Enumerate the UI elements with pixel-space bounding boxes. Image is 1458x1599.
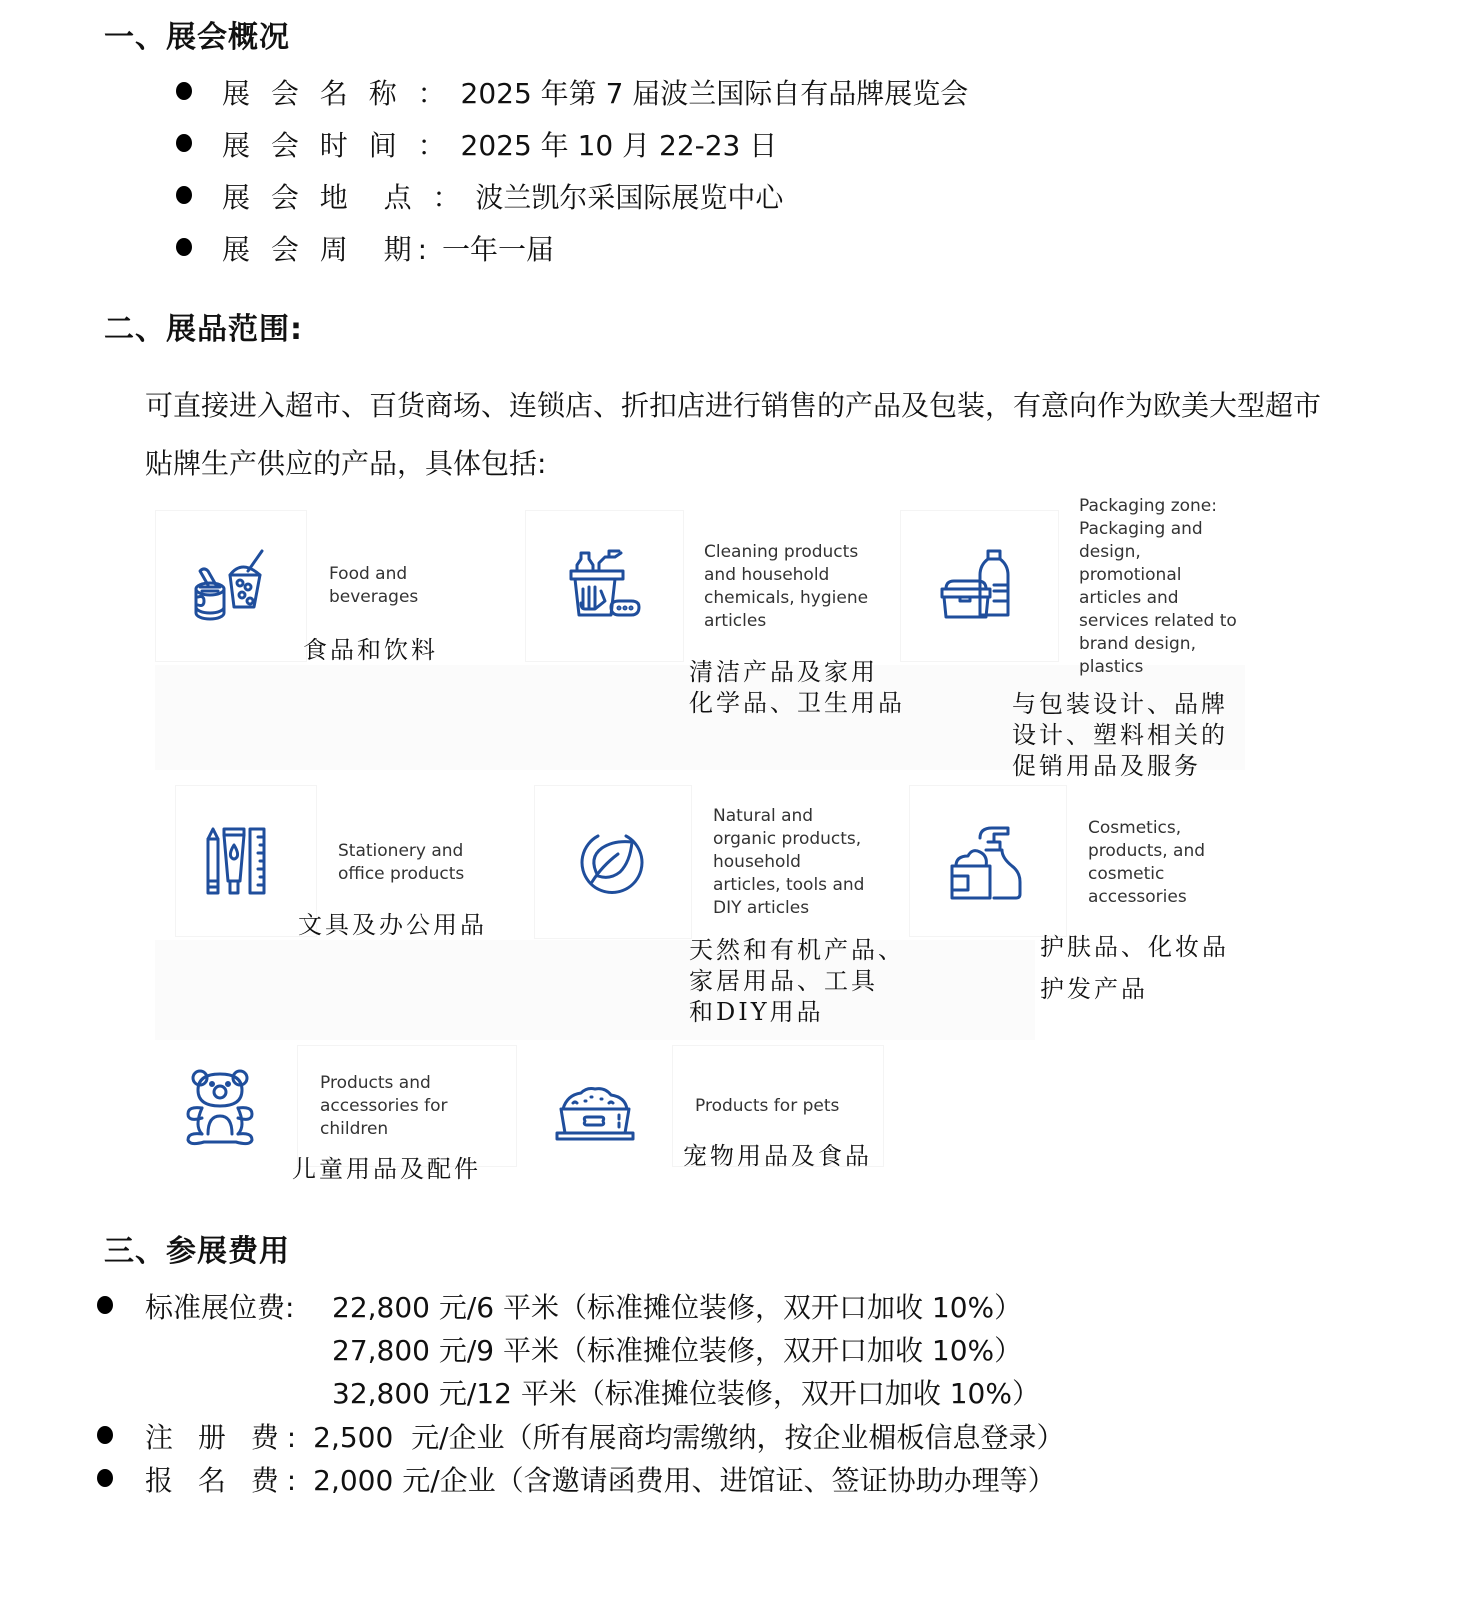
category-cn-line: 天然和有机产品、 xyxy=(689,936,905,964)
category-cn-label xyxy=(298,910,487,941)
registration-fee xyxy=(145,1416,1065,1456)
booth-fee-12sqm: 32,800 元/12 平米（标准摊位装修，双开口加收 10%） xyxy=(332,1377,1040,1410)
category-cn-line: 清洁产品及家用 xyxy=(689,658,878,686)
category-cn-label xyxy=(292,1154,481,1185)
overview-item-venue xyxy=(222,176,783,216)
food-beverage-icon xyxy=(190,545,270,625)
overview-item-time xyxy=(222,124,777,164)
bullet-icon xyxy=(176,238,192,256)
overview-item-cycle xyxy=(222,228,554,268)
teddy-bear-icon xyxy=(182,1068,258,1146)
category-cn-line: 化学品、卫生用品 xyxy=(689,689,905,717)
bullet-icon xyxy=(176,134,192,152)
cleaning-products-icon xyxy=(565,545,645,625)
category-en-label: Natural and organic products, household articles, tools and DIY articles xyxy=(713,806,865,918)
overview-label: 展 会 时 间 ： xyxy=(222,129,452,162)
signup-fee xyxy=(145,1459,1056,1499)
booth-fee-9sqm: 27,800 元/9 平米（标准摊位装修，双开口加收 10%） xyxy=(332,1334,1023,1367)
category-cn-line: 促销用品及服务 xyxy=(1012,752,1201,780)
exhibits-intro-line-1: 可直接进入超市、百货商场、连锁店、折扣店进行销售的产品及包装，有意向作为欧美大型超市 xyxy=(145,389,1322,422)
category-cn-label xyxy=(1012,689,1228,782)
exhibits-intro-line-2: 贴牌生产供应的产品，具体包括: xyxy=(145,447,547,480)
overview-item-name xyxy=(222,72,968,112)
cosmetics-icon xyxy=(946,822,1026,902)
category-cn-line: 儿童用品及配件 xyxy=(292,1155,481,1183)
category-cn-label xyxy=(689,935,905,1028)
overview-value: 波兰凯尔采国际展览中心 xyxy=(475,181,784,214)
category-cn-line: 护肤品、化妆品 xyxy=(1040,933,1229,961)
signup-fee-label: 报 名 费: xyxy=(145,1464,305,1497)
category-cn-line: 家居用品、工具 xyxy=(689,967,878,995)
overview-label: 展 会 地 点 ： xyxy=(222,181,467,214)
category-cn-line: 与包装设计、品牌 xyxy=(1012,690,1228,718)
category-en-label: Packaging zone: Packaging and design, promotional articles and services related to brand design, plastics xyxy=(1079,496,1237,677)
bullet-icon xyxy=(97,1426,113,1444)
category-en-label: Cleaning products and household chemicals, hygiene articles xyxy=(704,542,869,631)
category-cn-label xyxy=(683,1141,872,1172)
stationery-icon xyxy=(200,825,270,900)
category-cn-label xyxy=(303,635,438,666)
pet-bowl-icon xyxy=(553,1085,637,1145)
packaging-icon xyxy=(938,545,1018,625)
bullet-icon xyxy=(176,82,192,100)
overview-value: 2025 年 10 月 22-23 日 xyxy=(460,129,778,162)
overview-value: 一年一届 xyxy=(441,233,554,266)
category-cn-label xyxy=(1040,926,1229,1010)
category-cn-line: 护发产品 xyxy=(1040,975,1148,1003)
category-cn-line: 和DIY用品 xyxy=(689,998,824,1026)
overview-label: 展 会 名 称 ： xyxy=(222,77,452,110)
booth-fee-label: 标准展位费: xyxy=(145,1291,295,1324)
category-en-label: Stationery and office products xyxy=(338,841,465,884)
category-cn-line: 宠物用品及食品 xyxy=(683,1142,872,1170)
bullet-icon xyxy=(97,1296,113,1314)
leaf-organic-icon xyxy=(578,828,646,896)
signup-fee-value: 2,000 元/企业（含邀请函费用、进馆证、签证协助办理等） xyxy=(313,1464,1056,1497)
category-en-label: Products and accessories for children xyxy=(320,1073,448,1139)
overview-label: 展 会 周 期: xyxy=(222,233,434,266)
category-en-label: Cosmetics, products, and cosmetic accessories xyxy=(1088,818,1206,907)
category-cn-line: 食品和饮料 xyxy=(303,636,438,664)
overview-value: 2025 年第 7 届波兰国际自有品牌展览会 xyxy=(460,77,969,110)
booth-fee-6sqm: 22,800 元/6 平米（标准摊位装修，双开口加收 10%） xyxy=(332,1291,1023,1324)
section-heading-fees: 三、参展费用 xyxy=(104,1234,290,1269)
bullet-icon xyxy=(176,186,192,204)
registration-fee-label: 注 册 费: xyxy=(145,1421,305,1454)
registration-fee-value: 2,500 元/企业（所有展商均需缴纳，按企业楣板信息登录） xyxy=(313,1421,1065,1454)
bullet-icon xyxy=(97,1469,113,1487)
category-en-label: Food and beverages xyxy=(329,564,419,607)
category-cn-line: 文具及办公用品 xyxy=(298,911,487,939)
section-heading-exhibits: 二、展品范围: xyxy=(104,312,303,347)
section-heading-overview: 一、展会概况 xyxy=(104,20,290,55)
category-cn-label xyxy=(689,657,905,719)
category-en-label: Products for pets xyxy=(695,1096,840,1116)
category-cn-line: 设计、塑料相关的 xyxy=(1012,721,1228,749)
